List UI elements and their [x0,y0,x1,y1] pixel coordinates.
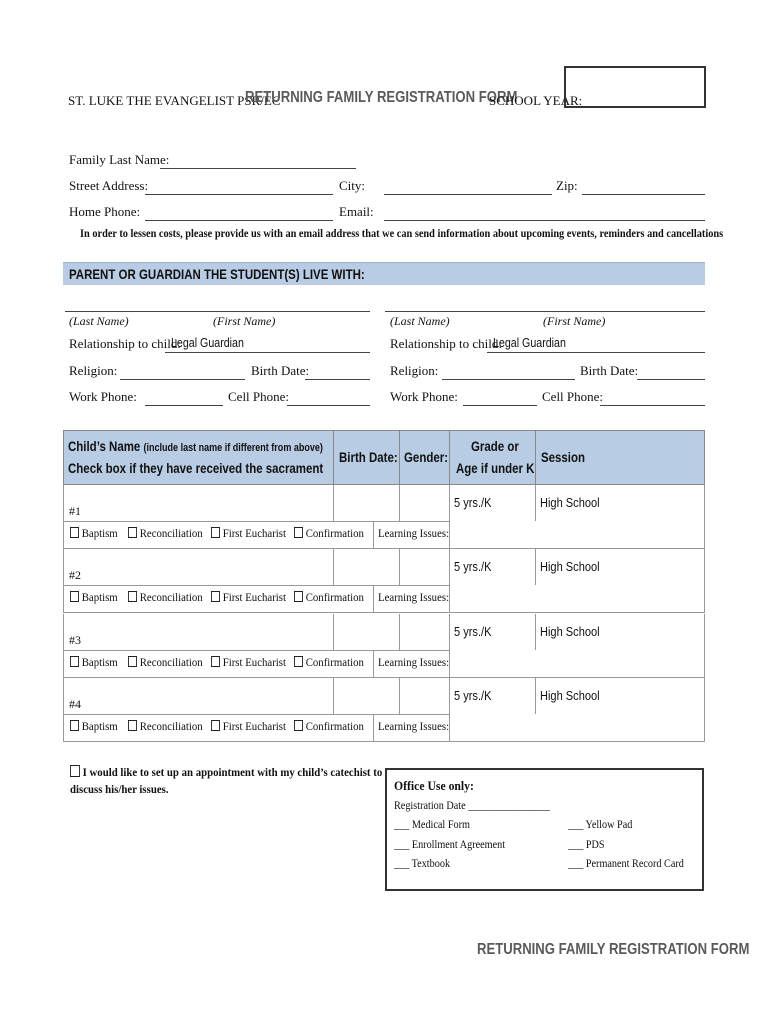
sacrament-checkbox[interactable] [294,656,303,667]
parent1-relationship-line [165,352,370,353]
learning-issues-field[interactable] [450,586,704,612]
divider [399,430,400,485]
office-use-box [385,768,704,891]
divider [535,678,536,714]
email-note: In order to lessen costs, please provide us with an email address that we can send information about upcoming events, reminders and cancellations [80,226,724,240]
child-grade[interactable]: 5 yrs./K [454,624,492,639]
sacrament-label: Baptism [81,526,118,540]
parent1-cell-phone-field[interactable] [287,405,370,406]
sacrament-option [211,526,286,541]
parent2-relationship-line [487,352,705,353]
child-number: #3 [69,633,81,647]
sacrament-label: Confirmation [305,655,364,669]
email-field[interactable] [384,220,705,221]
sacrament-label: First Eucharist [222,526,286,540]
parent1-name-field[interactable] [65,311,370,312]
parent2-relationship-value[interactable]: Legal Guardian [493,335,566,350]
org-name: ST. LUKE THE EVANGELIST PSR/EC [68,93,281,108]
parent1-last-name-caption: (Last Name) [69,314,129,328]
street-label: Street Address: [69,178,149,193]
divider [373,521,374,549]
col-child-name-line2: Check box if they have received the sacrament [68,460,324,476]
home-phone-label: Home Phone: [69,204,141,219]
child-gender-field[interactable] [400,614,448,649]
form-title: RETURNING FAMILY REGISTRATION FORM [245,89,518,106]
sacrament-checkbox[interactable] [128,656,137,667]
child-grade[interactable]: 5 yrs./K [454,559,492,574]
sacrament-checkbox[interactable] [70,720,79,731]
sacrament-option [128,719,203,734]
parent2-birth-date-label: Birth Date: [580,363,639,378]
parent2-name-field[interactable] [385,311,705,312]
child-session[interactable]: High School [540,688,600,703]
family-last-name-label: Family Last Name: [69,152,170,167]
col-child-name [68,438,323,454]
divider [63,585,450,586]
child-grade[interactable]: 5 yrs./K [454,495,492,510]
office-title: Office Use only: [394,778,474,793]
sacrament-label: Confirmation [305,526,364,540]
learning-issues-label: Learning Issues: [378,590,450,604]
learning-issues-field[interactable] [450,522,704,548]
divider [63,521,450,522]
child-session[interactable]: High School [540,624,600,639]
col-birth-date: Birth Date: [339,449,398,465]
sacrament-option [70,719,118,734]
city-field[interactable] [384,194,552,195]
parent1-relationship-value[interactable]: Legal Guardian [171,335,244,350]
divider [333,430,334,485]
registration-date[interactable]: Registration Date ________________ [394,798,550,812]
parent2-first-name-caption: (First Name) [543,314,606,328]
child-grade[interactable]: 5 yrs./K [454,688,492,703]
appointment-checkbox[interactable] [70,765,80,777]
sacrament-option [294,655,364,670]
parent2-cell-phone-field[interactable] [600,405,705,406]
sacrament-option [128,655,203,670]
learning-issues-field[interactable] [450,715,704,741]
sacrament-label: First Eucharist [222,590,286,604]
parent-section-header [63,262,705,285]
col-session: Session [541,449,586,465]
sacrament-checkbox[interactable] [128,720,137,731]
school-year-label: SCHOOL YEAR: [489,93,583,108]
sacrament-option [294,719,364,734]
sacrament-checkbox[interactable] [211,527,220,538]
divider [535,614,536,650]
sacrament-label: Baptism [81,590,118,604]
divider [373,714,374,742]
child-session[interactable]: High School [540,495,600,510]
divider [449,430,450,485]
office-pds[interactable]: ___ PDS [568,837,605,851]
sacrament-checkbox[interactable] [294,591,303,602]
sacrament-checkbox[interactable] [294,720,303,731]
office-medical-form[interactable]: ___ Medical Form [394,817,470,831]
child-number: #1 [69,504,81,518]
learning-issues-label: Learning Issues: [378,655,450,669]
parent1-work-phone-field[interactable] [145,405,223,406]
sacrament-checkbox[interactable] [70,527,79,538]
city-label: City: [339,178,366,193]
child-gender-field[interactable] [400,485,448,520]
parent1-cell-phone-label: Cell Phone: [228,389,290,404]
sacrament-label: Reconciliation [139,590,203,604]
zip-field[interactable] [582,194,705,195]
parent1-first-name-caption: (First Name) [213,314,276,328]
street-field[interactable] [145,194,333,195]
child-name-field[interactable] [64,678,332,713]
sacrament-option [294,590,364,605]
child-gender-field[interactable] [400,549,448,584]
appointment-text-line2: discuss his/her issues. [70,782,169,796]
divider [373,585,374,613]
sacrament-option [70,526,118,541]
sacrament-option [70,590,118,605]
sacrament-checkbox[interactable] [70,591,79,602]
col-gender: Gender: [404,449,449,465]
email-label: Email: [339,204,374,219]
sacrament-checkbox[interactable] [211,656,220,667]
sacrament-label: First Eucharist [222,655,286,669]
parent1-relationship-label: Relationship to child: [69,336,181,351]
learning-issues-field[interactable] [450,651,704,677]
parent1-religion-field[interactable] [120,379,245,380]
child-name-field[interactable] [64,614,332,649]
home-phone-field[interactable] [145,220,333,221]
sacrament-option [211,719,286,734]
learning-issues-label: Learning Issues: [378,719,450,733]
child-gender-field[interactable] [400,678,448,713]
sacrament-option [211,655,286,670]
parent2-cell-phone-label: Cell Phone: [542,389,604,404]
sacrament-checkbox[interactable] [211,591,220,602]
parent-section-title: PARENT OR GUARDIAN THE STUDENT(S) LIVE WITH: [69,266,365,282]
office-yellow-pad[interactable]: ___ Yellow Pad [568,817,633,831]
child-session[interactable]: High School [540,559,600,574]
divider [535,485,536,521]
learning-issues-label: Learning Issues: [378,526,450,540]
zip-label: Zip: [556,178,578,193]
sacrament-option [128,526,203,541]
sacrament-option [128,590,203,605]
sacrament-label: Confirmation [305,590,364,604]
col-child-name-note: (include last name if different from above) [143,442,323,454]
sacrament-option [211,590,286,605]
sacrament-label: Confirmation [305,719,364,733]
family-last-name-field[interactable] [160,168,356,169]
divider [535,549,536,585]
office-enrollment-agreement[interactable]: ___ Enrollment Agreement [394,837,506,851]
office-permanent-record-card[interactable]: ___ Permanent Record Card [568,856,684,870]
sacrament-label: Reconciliation [139,655,203,669]
divider [535,430,536,485]
parent2-religion-field[interactable] [442,379,575,380]
parent1-religion-label: Religion: [69,363,118,378]
col-grade-2: Age if under K [456,460,535,476]
child-number: #4 [69,697,81,711]
sacrament-label: First Eucharist [222,719,286,733]
sacrament-checkbox[interactable] [294,527,303,538]
sacrament-label: Reconciliation [139,526,203,540]
col-child-name-main: Child’s Name [68,438,141,454]
sacrament-option [294,526,364,541]
sacrament-option [70,655,118,670]
divider [63,650,450,651]
col-grade-1: Grade or [471,438,519,454]
appointment-text-line1: I would like to set up an appointment with my child’s catechist to [82,765,383,779]
parent1-birth-date-field[interactable] [305,379,370,380]
sacrament-checkbox[interactable] [128,527,137,538]
divider [63,714,450,715]
parent2-relationship-label: Relationship to child: [390,336,502,351]
sacrament-checkbox[interactable] [128,591,137,602]
parent2-work-phone-field[interactable] [463,405,537,406]
divider [373,650,374,678]
child-name-field[interactable] [64,485,332,520]
appointment-request [70,764,382,798]
child-number: #2 [69,568,81,582]
sacrament-checkbox[interactable] [70,656,79,667]
child-birth-date-field[interactable] [334,614,398,649]
parent2-work-phone-label: Work Phone: [390,389,458,404]
sacrament-label: Baptism [81,655,118,669]
sacrament-checkbox[interactable] [211,720,220,731]
child-birth-date-field[interactable] [334,485,398,520]
child-name-field[interactable] [64,549,332,584]
child-birth-date-field[interactable] [334,678,398,713]
sacrament-label: Reconciliation [139,719,203,733]
parent1-work-phone-label: Work Phone: [69,389,137,404]
parent2-religion-label: Religion: [390,363,439,378]
footer-title: RETURNING FAMILY REGISTRATION FORM [477,941,750,958]
child-birth-date-field[interactable] [334,549,398,584]
parent1-birth-date-label: Birth Date: [251,363,310,378]
parent2-last-name-caption: (Last Name) [390,314,450,328]
sacrament-label: Baptism [81,719,118,733]
parent2-birth-date-field[interactable] [637,379,705,380]
office-textbook[interactable]: ___ Textbook [394,856,451,870]
school-year-box[interactable] [564,66,706,108]
